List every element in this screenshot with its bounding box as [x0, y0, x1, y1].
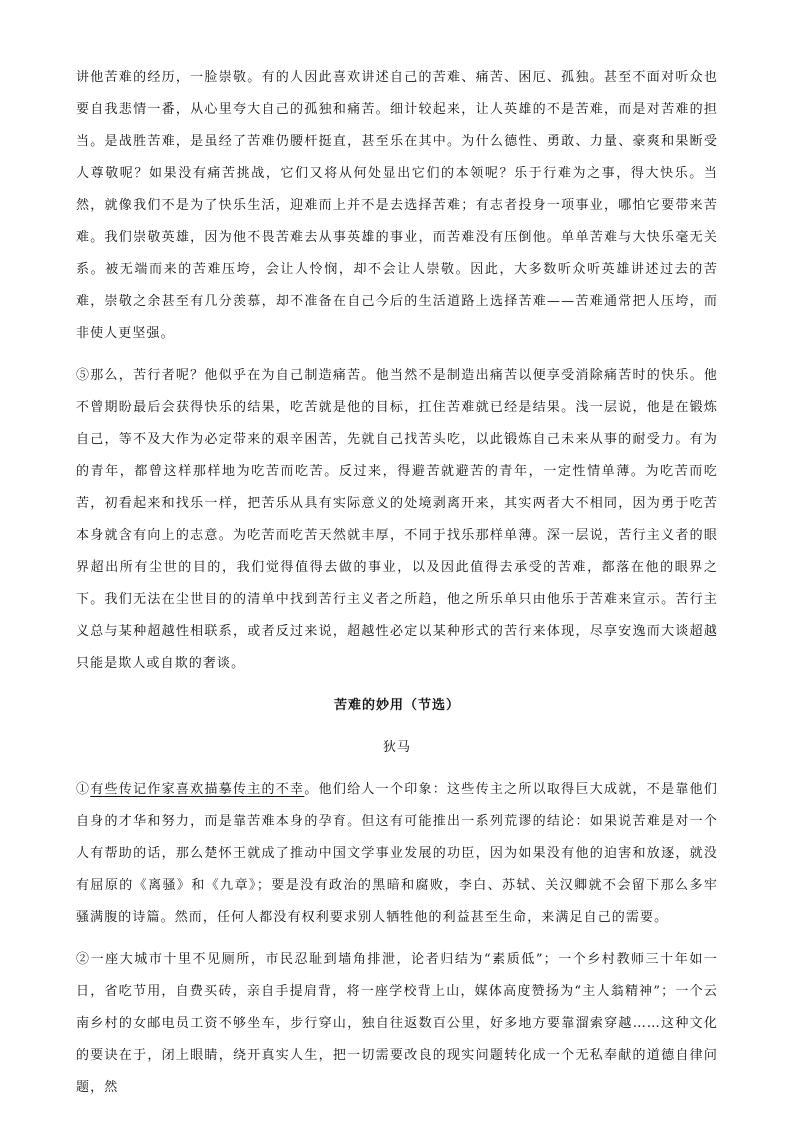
- paragraph-gap: [76, 350, 718, 360]
- paragraph-continuation: 讲他苦难的经历，一脸崇敬。有的人因此喜欢讲述自己的苦难、痛苦、困厄、孤独。甚至不面对听众也要自我悲情一番，从心里夸大自己的孤独和痛苦。细计较起来，让人英雄的不是苦难，而是对苦难的担当。是战胜苦难，是虽经了苦难仍腰杆挺直，甚至乐在其中。为什么德性、勇敢、力量、豪爽和果断受人尊敬呢？如果没有痛苦挑战，它们又将从何处显出它们的本领呢？乐于行难为之事，得大快乐。当然，就像我们不是为了快乐生活，迎难而上并不是去选择苦难；有志者投身一项事业，哪怕它要带来苦难。我们崇敬英雄，因为他不畏苦难去从事英雄的事业，而苦难没有压倒他。单单苦难与大快乐毫无关系。被无端而来的苦难压垮，会让人怜悯，却不会让人崇敬。因此，大多数听众听英雄讲述过去的苦难，崇敬之余甚至有几分羡慕，却不准备在自己今后的生活道路上选择苦难——苦难通常把人压垮，而非使人更坚强。: [76, 70, 718, 341]
- paragraph-1-rest: 。他们给人一个印象：这些传主之所以取得巨大成就，不是靠他们自身的才华和努力，而是靠苦难本身的孕育。但这有可能推出一系列荒谬的结论：如果说苦难是对一个人有帮助的话，那么楚怀王就成了推动中国文学事业发展的功臣，因为如果没有他的迫害和放逐，就没有屈原的《离骚》和《九章》；要是没有政治的黑暗和腐败，李白、苏轼、关汉卿就不会留下那么多牢骚满腹的诗篇。然而，任何人都没有权利要求别人牺牲他的利益甚至生命，来满足自己的需要。: [76, 782, 718, 925]
- underlined-sentence: 有些传记作家喜欢描摹传主的不幸: [90, 782, 305, 797]
- article-author: 狄马: [382, 740, 411, 755]
- paragraph-5: ⑤那么，苦行者呢？他似乎在为自己制造痛苦。他当然不是制造出痛苦以便享受消除痛苦时的快乐。他不曾期盼最后会获得快乐的结果，吃苦就是他的目标，扛住苦难就已经是结果。浅一层说，他是在锻炼自己，等不及大作为必定带来的艰辛困苦，先就自己找苦头吃，以此锻炼自己未来从事的耐受力。有为的青年，都曾这样那样地为吃苦而吃苦。反过来，得避苦就避苦的青年，一定性情单薄。为吃苦而吃苦，初看起来和找乐一样，把苦乐从具有实际意义的处境剥离开来，其实两者大不相同，因为勇于吃苦本身就含有向上的志意。为吃苦而吃苦天然就丰厚，不同于找乐那样单薄。深一层说，苦行主义者的眼界超出所有尘世的目的，我们觉得值得去做的事业，以及因此值得去承受的苦难，都落在他的眼界之下。我们无法在尘世目的的清单中找到苦行主义者之所趋，他之所乐单只由他乐于苦难来宣示。苦行主义总与某种超越性相联系，或者反过来说，超越性必定以某种形式的苦行来体现，尽享安逸而大谈超越只能是欺人或自欺的奢谈。: [76, 368, 718, 671]
- paragraph-1: [76, 774, 718, 934]
- paragraph-2: ②一座大城市十里不见厕所，市民忍耻到墙角排泄，论者归结为“素质低”；一个乡村教师三十年如一日，省吃节用，自费买砖，亲自手提肩背，将一座学校背上山，媒体高度赞扬为“主人翁精神”；一个云南乡村的女邮电员工资不够坐车，步行穿山，独自往返数百公里，好多地方要靠溜索穿越……这种文化的要诀在于，闭上眼睛，绕开真实人生，把一切需要改良的现实问题转化成一个无私奉献的道德自律问题，然: [76, 952, 718, 1095]
- paragraph-1-marker: ①: [76, 782, 91, 797]
- paragraph-gap: [76, 934, 718, 944]
- paragraph-gap: [76, 680, 718, 690]
- paragraph-gap: [76, 764, 718, 774]
- article-title: 苦难的妙用（节选）: [333, 698, 460, 713]
